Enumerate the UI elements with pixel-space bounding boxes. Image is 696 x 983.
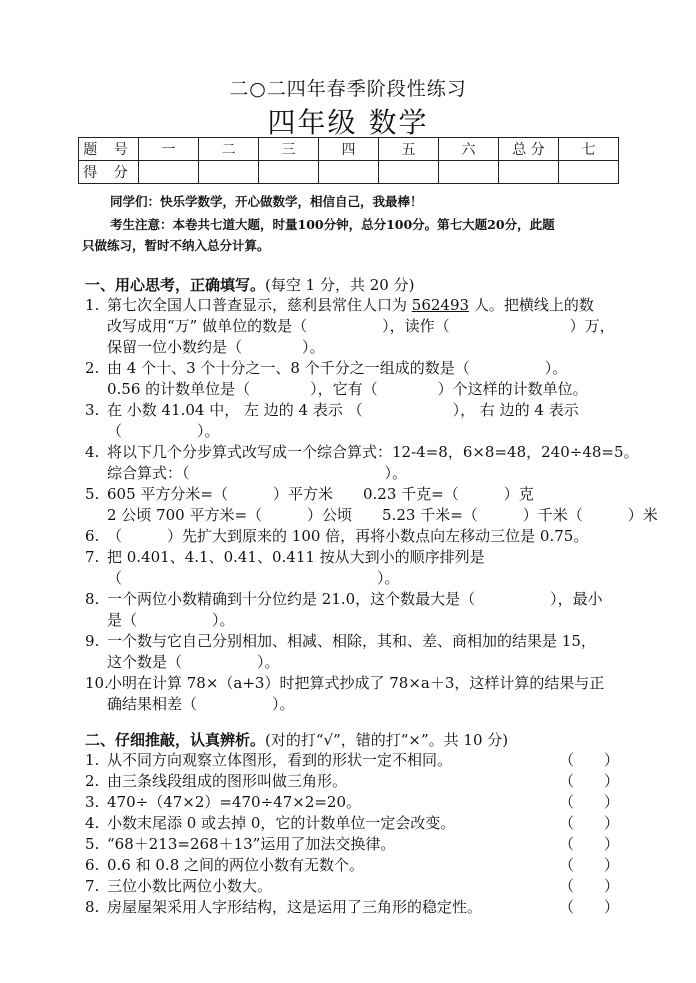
question-1	[85, 295, 615, 358]
statement-text: 470÷（47×2）=470÷47×2=20。	[107, 793, 362, 811]
question-4	[85, 442, 639, 484]
question-text: 第七次全国人口普查显示，慈利县常住人口为	[107, 296, 412, 314]
statement-text: 小数末尾添 0 或去掉 0，它的计数单位一定会改变。	[107, 814, 456, 832]
judge-item-2	[85, 771, 605, 792]
question-2	[85, 358, 615, 400]
question-number: 4.	[85, 443, 100, 461]
question-5	[85, 484, 658, 526]
question-text: （ ）。	[107, 422, 220, 440]
question-text: 是（ ）。	[107, 611, 235, 629]
answer-paren[interactable]: （ ）	[559, 856, 620, 874]
question-number: 2.	[85, 359, 100, 377]
score-input-cell[interactable]	[319, 161, 379, 184]
question-number: 2.	[85, 772, 100, 790]
question-number: 6.	[85, 527, 100, 545]
question-number: 7.	[85, 877, 100, 895]
question-text: 小明在计算 78×（a+3）时把算式抄成了 78×a＋3，这样计算的结果与正	[107, 674, 605, 692]
answer-paren[interactable]: （ ）	[559, 751, 620, 769]
question-text: 把 0.401、4.1、0.41、0.411 按从大到小的顺序排列是	[107, 548, 485, 566]
score-cell-total: 总 分	[499, 138, 559, 161]
answer-paren[interactable]: （ ）	[559, 772, 620, 790]
attention-note	[82, 214, 614, 256]
question-text: 由 4 个十、3 个十分之一、8 个千分之一组成的数是（ ）。	[107, 359, 568, 377]
answer-paren[interactable]: （ ）	[559, 793, 620, 811]
answer-paren[interactable]: （ ）	[559, 898, 620, 916]
score-input-cell[interactable]	[199, 161, 259, 184]
question-text: 保留一位小数约是（ ）。	[107, 338, 325, 356]
question-number: 8.	[85, 898, 100, 916]
attention-line: 只做练习，暂时不纳入总分计算。	[82, 238, 270, 253]
question-text: 确结果相差（ ）。	[107, 695, 295, 713]
statement-text: 三位小数比两位小数大。	[107, 877, 273, 895]
question-number: 9.	[85, 632, 100, 650]
question-text: 一个两位小数精确到十分位约是 21.0，这个数最大是（ ），最小	[107, 590, 603, 608]
question-text: 这个数是（ ）。	[107, 653, 280, 671]
question-number: 3.	[85, 401, 100, 419]
attention-line: 考生注意：本卷共七道大题，时量100分钟，总分100分。第七大题20分，此题	[110, 217, 555, 232]
answer-paren[interactable]: （ ）	[559, 814, 620, 832]
question-text: 605 平方分米=（ ）平方米 0.23 千克=（ ）克	[107, 485, 534, 503]
question-text: 改写成用“万” 做单位的数是（ ），读作（ ）万，	[107, 317, 615, 335]
score-input-cell[interactable]	[439, 161, 499, 184]
question-text: 在 小数 41.04 中， 左 边的 4 表示 （ ）， 右 边的 4 表示	[107, 401, 579, 419]
motto-text: 同学们：快乐学数学，开心做数学，相信自己，我最棒！	[110, 194, 423, 209]
question-number: 4.	[85, 814, 100, 832]
question-10	[85, 673, 615, 715]
question-7	[85, 547, 615, 589]
section2-heading	[85, 730, 508, 750]
question-text: 0.56 的计数单位是（ ），它有（ ）个这样的计数单位。	[107, 380, 588, 398]
score-row-label: 得 分	[79, 161, 139, 184]
question-number: 5.	[85, 485, 100, 503]
score-cell-q7: 七	[559, 138, 619, 161]
question-number: 5.	[85, 835, 100, 853]
score-cell-q4: 四	[319, 138, 379, 161]
question-number: 3.	[85, 793, 100, 811]
score-table-score-row	[79, 161, 619, 184]
judge-item-5	[85, 834, 605, 855]
statement-text: “68＋213=268＋13”运用了加法交换律。	[107, 835, 396, 853]
answer-paren[interactable]: （ ）	[559, 877, 620, 895]
question-6	[85, 526, 615, 547]
question-number: 6.	[85, 856, 100, 874]
exam-subtitle: 二○二四年春季阶段性练习	[229, 78, 467, 100]
question-text: 一个数与它自己分别相加、相减、相除，其和、差、商相加的结果是 15，	[107, 632, 596, 650]
section2-note: (对的打“√”，错的打“×”。共 10 分)	[265, 731, 509, 749]
score-input-cell[interactable]	[139, 161, 199, 184]
section1-title: 一、用心思考，正确填写。	[85, 276, 266, 294]
score-input-cell[interactable]	[259, 161, 319, 184]
question-text: （ ）先扩大到原来的 100 倍，再将小数点向左移动三位是 0.75。	[107, 527, 589, 545]
statement-text: 0.6 和 0.8 之间的两位小数有无数个。	[107, 856, 365, 874]
score-cell-q2: 二	[199, 138, 259, 161]
score-input-cell[interactable]	[379, 161, 439, 184]
score-table-header-row	[79, 138, 619, 161]
score-cell-label: 题 号	[79, 138, 139, 161]
question-number: 1.	[85, 296, 100, 314]
statement-text: 房屋屋架采用人字形结构，这是运用了三角形的稳定性。	[107, 898, 483, 916]
section2-title: 二、仔细推敲，认真辨析。	[85, 731, 266, 749]
judge-item-8	[85, 897, 605, 918]
exam-title: 四年级 数学	[267, 106, 429, 139]
statement-text: 由三条线段组成的图形叫做三角形。	[107, 772, 348, 790]
section1-note: (每空 1 分，共 20 分)	[265, 276, 415, 294]
score-table	[78, 137, 619, 184]
question-text: 将以下几个分步算式改写成一个综合算式：12-4=8，6×8=48，240÷48=5。	[107, 443, 639, 461]
question-8	[85, 589, 615, 631]
score-cell-q5: 五	[379, 138, 439, 161]
score-cell-q6: 六	[439, 138, 499, 161]
judge-item-1	[85, 750, 605, 771]
question-number: 7.	[85, 548, 100, 566]
score-cell-q3: 三	[259, 138, 319, 161]
underlined-number: 562493	[411, 296, 470, 314]
question-text: 人。把横线上的数	[469, 296, 594, 314]
judge-item-3	[85, 792, 605, 813]
judge-item-6	[85, 855, 605, 876]
question-9	[85, 631, 615, 673]
question-text: 2 公顷 700 平方米=（ ）公顷 5.23 千米=（ ）千米（ ）米	[107, 506, 658, 524]
question-number: 8.	[85, 590, 100, 608]
question-text: （ ）。	[107, 569, 400, 587]
question-3	[85, 400, 615, 442]
score-input-cell[interactable]	[499, 161, 559, 184]
score-input-cell[interactable]	[559, 161, 619, 184]
judge-item-7	[85, 876, 605, 897]
statement-text: 从不同方向观察立体图形，看到的形状一定不相同。	[107, 751, 453, 769]
score-cell-q1: 一	[139, 138, 199, 161]
question-number: 1.	[85, 751, 100, 769]
answer-paren[interactable]: （ ）	[559, 835, 620, 853]
question-number: 10.	[85, 674, 109, 692]
section1-heading	[85, 275, 414, 295]
judge-item-4	[85, 813, 605, 834]
question-text: 综合算式：（ ）。	[107, 464, 408, 482]
